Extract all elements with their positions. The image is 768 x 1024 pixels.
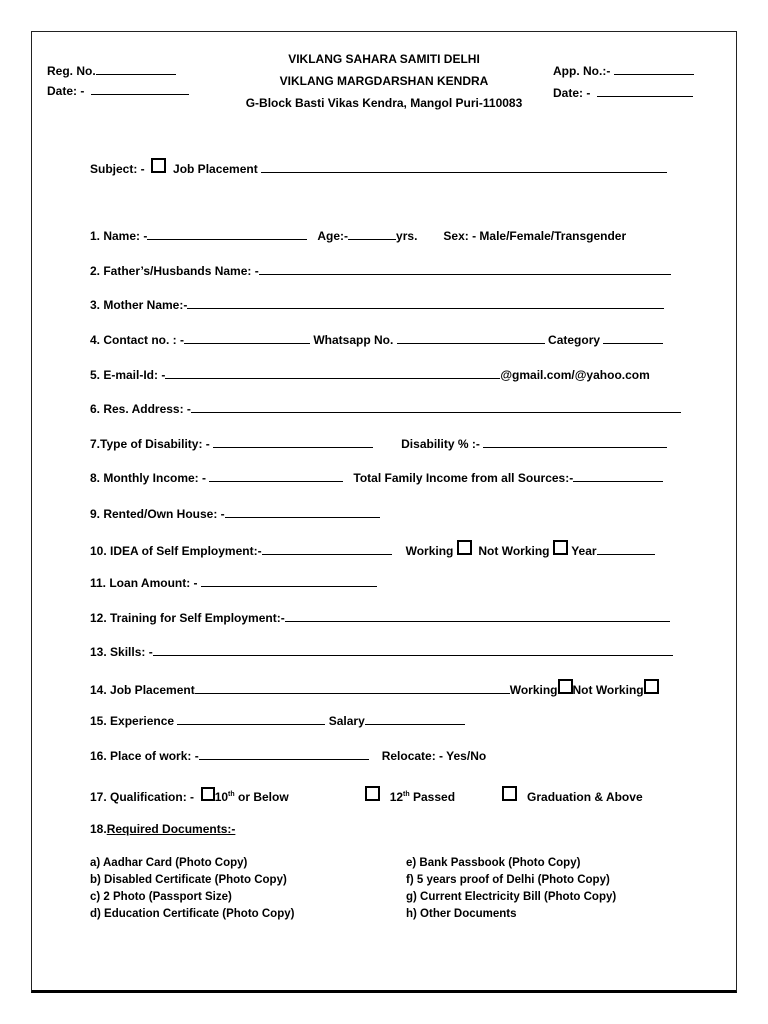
date-right-field [553,85,693,100]
qual-12-checkbox[interactable] [365,786,380,801]
working-checkbox[interactable] [457,540,472,555]
app-no-line[interactable] [614,63,694,75]
house-label: 9. Rented/Own House: - [90,507,225,521]
place-row [90,748,486,764]
subject-option-label: Job Placement [173,162,258,176]
date-right-label: Date: - [553,86,591,100]
whatsapp-label: Whatsapp No. [313,333,394,347]
experience-row [90,713,465,729]
document-item: b) Disabled Certificate (Photo Copy) [90,874,287,886]
email-line[interactable] [165,367,500,379]
age-line[interactable] [348,228,396,240]
monthly-income-label: 8. Monthly Income: - [90,471,207,485]
mother-row [90,297,664,313]
name-label: 1. Name: - [90,229,148,243]
document-item: a) Aadhar Card (Photo Copy) [90,857,248,869]
documents-left-list [90,855,294,923]
idea-line[interactable] [262,543,392,555]
qualification-label: 17. Qualification: - [90,790,195,804]
org-address: G-Block Basti Vikas Kendra, Mangol Puri-110083 [245,96,523,110]
subject-line[interactable] [261,161,667,173]
experience-line[interactable] [177,713,325,725]
reg-no-label: Reg. No. [47,64,96,78]
qual-10-checkbox[interactable] [201,787,215,801]
working-label: Working [405,544,454,558]
job-placement-line[interactable] [195,682,510,694]
qualification-row [90,786,643,802]
salary-line[interactable] [365,713,465,725]
address-label: 6. Res. Address: - [90,402,191,416]
skills-line[interactable] [153,644,673,656]
year-line[interactable] [597,543,655,555]
date-right-line[interactable] [597,85,693,97]
income-row [90,470,663,486]
father-label: 2. Father’s/Husbands Name: - [90,264,259,278]
contact-line[interactable] [184,332,310,344]
contact-row [90,332,663,348]
house-line[interactable] [225,506,380,518]
name-line[interactable] [147,228,307,240]
disability-type-label: 7.Type of Disability: - [90,437,210,451]
not-working-label: Not Working [478,544,550,558]
disability-type-line[interactable] [213,436,373,448]
job-placement-label: 14. Job Placement [90,683,195,697]
jp-working-label: Working [509,683,558,697]
sex-label: Sex: - Male/Female/Transgender [443,229,627,243]
not-working-checkbox[interactable] [553,540,568,555]
relocate-label: Relocate: - Yes/No [381,749,487,763]
app-no-label: App. No.:- [553,64,611,78]
document-item: d) Education Certificate (Photo Copy) [90,908,295,920]
contact-label: 4. Contact no. : - [90,333,184,347]
father-row [90,263,671,279]
mother-line[interactable] [187,297,664,309]
job-placement-checkbox[interactable] [151,158,166,173]
qual-12-text: 12th Passed [389,790,456,804]
year-label: Year [571,544,597,558]
email-label: 5. E-mail-Id: - [90,368,166,382]
documents-heading: Required Documents:- [106,822,236,836]
org-subname: VIKLANG MARGDARSHAN KENDRA [279,74,489,88]
loan-label: 11. Loan Amount: - [90,576,198,590]
app-no-field [553,63,694,78]
monthly-income-line[interactable] [209,470,343,482]
place-line[interactable] [199,748,369,760]
qual-grad-label: Graduation & Above [527,790,643,804]
category-label: Category [548,333,601,347]
whatsapp-line[interactable] [397,332,545,344]
email-suffix: @gmail.com/@yahoo.com [500,368,650,382]
training-line[interactable] [285,610,670,622]
jp-working-checkbox[interactable] [558,679,573,694]
idea-row [90,540,655,556]
address-row [90,401,681,417]
document-item: h) Other Documents [406,908,517,920]
document-item: c) 2 Photo (Passport Size) [90,891,232,903]
training-label: 12. Training for Self Employment:- [90,611,285,625]
age-unit: yrs. [396,229,418,243]
documents-heading-row [90,822,235,838]
document-item: e) Bank Passbook (Photo Copy) [406,857,581,869]
category-line[interactable] [603,332,663,344]
disability-pct-line[interactable] [483,436,667,448]
subject-row [90,158,667,174]
qual-10-text: 10th or Below [214,790,289,804]
documents-prefix: 18. [90,822,107,836]
disability-pct-label: Disability % :- [401,437,480,451]
father-line[interactable] [259,263,671,275]
place-label: 16. Place of work: - [90,749,199,763]
skills-label: 13. Skills: - [90,645,153,659]
job-placement-row [90,679,659,695]
loan-line[interactable] [201,575,377,587]
jp-not-working-checkbox[interactable] [644,679,659,694]
loan-row [90,575,377,591]
document-item: f) 5 years proof of Delhi (Photo Copy) [406,874,610,886]
family-income-line[interactable] [573,470,663,482]
experience-label: 15. Experience [90,714,175,728]
family-income-label: Total Family Income from all Sources:- [353,471,574,485]
jp-not-working-label: Not Working [572,683,644,697]
age-label: Age:- [317,229,349,243]
training-row [90,610,670,626]
name-row [90,228,626,244]
org-name: VIKLANG SAHARA SAMITI DELHI [288,52,480,66]
disability-row [90,436,667,452]
documents-right-list [406,855,616,923]
document-item: g) Current Electricity Bill (Photo Copy) [406,891,617,903]
qual-grad-checkbox[interactable] [502,786,517,801]
salary-label: Salary [328,714,365,728]
house-row [90,506,380,522]
idea-label: 10. IDEA of Self Employment:- [90,544,262,558]
date-left-label: Date: - [47,84,85,98]
address-line[interactable] [191,401,681,413]
email-row [90,367,650,383]
skills-row [90,644,673,660]
mother-label: 3. Mother Name:- [90,298,188,312]
subject-label: Subject: - [90,162,145,176]
